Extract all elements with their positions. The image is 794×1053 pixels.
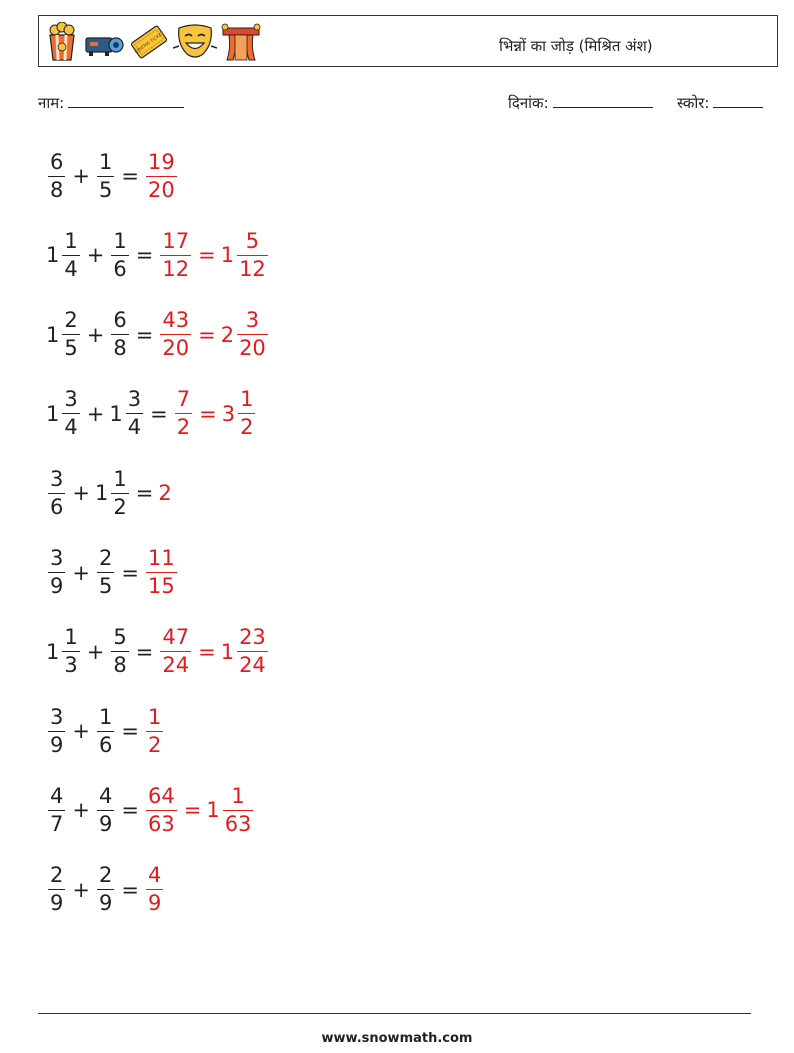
addend-a-fraction xyxy=(48,548,65,597)
equals-sign: = xyxy=(135,322,154,347)
answer-improper xyxy=(158,228,193,281)
addend-b-numerator: 2 xyxy=(98,863,113,888)
answer-improper-denominator: 2 xyxy=(176,415,191,440)
addend-a-denominator: 9 xyxy=(50,574,64,598)
name-blank[interactable] xyxy=(68,93,184,108)
addend-a-denominator: 6 xyxy=(50,494,64,519)
addend-a-denominator: 3 xyxy=(64,653,78,678)
answer-improper-fraction xyxy=(146,149,177,202)
addend-b-numerator: 4 xyxy=(98,783,113,808)
answer-mixed-fraction xyxy=(223,783,254,836)
addend-b xyxy=(109,228,130,281)
answer-improper xyxy=(144,704,165,757)
addend-a-fraction xyxy=(62,627,79,676)
answer-improper-fraction xyxy=(160,627,191,676)
answer-improper xyxy=(144,548,179,597)
addend-b-fraction xyxy=(126,389,143,438)
popcorn-icon xyxy=(45,22,79,62)
addend-b-numerator: 1 xyxy=(98,149,113,174)
answer xyxy=(158,310,269,359)
answer-improper-fraction xyxy=(160,310,191,359)
addend-a-numerator: 3 xyxy=(50,546,64,570)
problem-row xyxy=(46,698,165,764)
equals-sign: = xyxy=(121,798,139,823)
addend-b-denominator: 6 xyxy=(113,256,127,281)
addend-a-numerator: 3 xyxy=(50,466,64,491)
comedy-mask-icon xyxy=(173,22,217,62)
answer-mixed-denominator: 12 xyxy=(239,256,266,281)
addend-b-fraction xyxy=(97,704,114,757)
addend-b-denominator: 9 xyxy=(98,811,113,836)
addend-a-whole: 1 xyxy=(46,401,60,426)
answer-mixed-numerator: 5 xyxy=(245,228,260,253)
addend-a-fraction xyxy=(62,228,79,281)
answer-equals-sign: = xyxy=(198,639,216,664)
addend-a xyxy=(46,228,82,281)
problem-row xyxy=(46,302,270,368)
problem-row xyxy=(46,540,179,606)
addend-a xyxy=(46,466,67,519)
answer-mixed xyxy=(221,627,270,676)
addend-b-fraction xyxy=(111,627,128,676)
plus-sign: + xyxy=(72,481,90,506)
addend-b-denominator: 5 xyxy=(98,574,113,598)
addend-a-denominator: 4 xyxy=(64,256,78,281)
answer-improper xyxy=(158,481,172,505)
answer xyxy=(144,704,165,757)
answer-mixed xyxy=(222,389,258,438)
addend-a-numerator: 1 xyxy=(64,228,78,253)
answer-equals-sign: = xyxy=(183,798,202,823)
addend-b-fraction xyxy=(97,783,114,836)
problem-row xyxy=(46,777,255,843)
answer-equals-sign: = xyxy=(199,401,217,426)
answer-improper xyxy=(144,783,179,836)
addend-b-whole: 1 xyxy=(109,401,123,426)
plus-sign: + xyxy=(86,639,105,664)
answer-improper xyxy=(158,310,193,359)
answer-mixed-whole: 1 xyxy=(206,798,220,823)
score-label: स्कोर: xyxy=(677,94,710,112)
equals-sign: = xyxy=(121,560,139,585)
addend-b xyxy=(95,865,116,914)
answer-improper-fraction xyxy=(175,389,192,438)
addend-a xyxy=(46,865,67,914)
plus-sign: + xyxy=(86,243,105,268)
plus-sign: + xyxy=(72,877,90,902)
projector-icon xyxy=(83,22,125,62)
answer-improper-numerator: 7 xyxy=(176,387,191,412)
answer-improper xyxy=(173,389,194,438)
answer-improper-numerator: 11 xyxy=(147,546,175,570)
answer-mixed-fraction xyxy=(237,627,268,676)
addend-b-fraction xyxy=(111,466,128,519)
addend-a-numerator: 2 xyxy=(50,863,64,888)
answer-mixed xyxy=(206,783,255,836)
footer-divider xyxy=(38,1013,751,1014)
plus-sign: + xyxy=(72,164,90,188)
answer-improper-numerator: 64 xyxy=(147,783,175,808)
svg-text:CINEMA TICKET: CINEMA TICKET xyxy=(134,31,166,56)
plus-sign: + xyxy=(72,798,90,823)
addend-b-denominator: 9 xyxy=(98,891,113,916)
header-icons xyxy=(45,20,261,64)
addend-a-numerator: 3 xyxy=(50,704,64,729)
addend-b-fraction xyxy=(97,865,114,914)
equals-sign: = xyxy=(121,164,139,188)
problem-row xyxy=(46,460,173,526)
addend-a-denominator: 4 xyxy=(64,415,78,440)
answer-mixed-numerator: 3 xyxy=(245,308,260,333)
equals-sign: = xyxy=(150,401,168,426)
answer-mixed-fraction xyxy=(237,310,268,359)
addend-b-fraction xyxy=(97,548,114,597)
addend-b-fraction xyxy=(111,310,128,359)
answer-improper-numerator: 1 xyxy=(147,704,162,729)
answer-mixed-whole: 1 xyxy=(220,639,235,664)
equals-sign: = xyxy=(135,243,154,268)
date-blank[interactable] xyxy=(553,93,653,108)
cinema-ticket-icon xyxy=(129,22,169,62)
addend-b-denominator: 4 xyxy=(127,415,142,440)
plus-sign: + xyxy=(72,719,90,744)
answer-mixed xyxy=(220,228,270,281)
plus-sign: + xyxy=(86,322,105,347)
answer-mixed-numerator: 1 xyxy=(240,387,254,412)
addend-a xyxy=(46,627,82,676)
answer-improper-fraction xyxy=(146,548,177,597)
page-title: भिन्नों का जोड़ (मिश्रित अंश) xyxy=(499,37,653,55)
answer-improper-whole: 2 xyxy=(158,481,172,506)
equals-sign: = xyxy=(121,877,139,902)
addend-a-whole: 1 xyxy=(46,639,60,664)
problem-row xyxy=(46,381,257,447)
addend-a xyxy=(46,783,67,836)
answer-improper xyxy=(158,627,193,676)
name-field[interactable] xyxy=(38,93,184,113)
answer-improper xyxy=(144,149,179,202)
date-field[interactable] xyxy=(508,93,653,113)
addend-a-denominator: 9 xyxy=(50,891,64,916)
addend-b xyxy=(95,548,116,597)
addend-b xyxy=(109,310,130,359)
answer-improper-numerator: 47 xyxy=(162,625,190,650)
addend-a-denominator: 7 xyxy=(50,811,64,836)
header-box xyxy=(38,15,778,67)
answer xyxy=(158,228,269,281)
answer-improper-denominator: 20 xyxy=(162,336,190,361)
addend-a-whole: 1 xyxy=(46,322,60,347)
answer-mixed-denominator: 20 xyxy=(239,336,266,361)
answer-improper-fraction xyxy=(146,783,177,836)
answer-improper-denominator: 24 xyxy=(162,653,190,678)
addend-b xyxy=(94,466,131,519)
equals-sign: = xyxy=(135,481,154,506)
answer xyxy=(144,783,255,836)
addend-b-numerator: 3 xyxy=(127,387,142,412)
addend-a-fraction xyxy=(62,389,79,438)
addend-a-whole: 1 xyxy=(46,243,60,268)
answer xyxy=(158,627,269,676)
addend-a xyxy=(46,389,82,438)
answer-improper-denominator: 15 xyxy=(147,574,175,598)
name-label: नाम: xyxy=(38,94,65,112)
footer-url[interactable]: www.snowmath.com xyxy=(321,1031,473,1046)
answer xyxy=(158,481,172,505)
addend-b xyxy=(109,389,145,438)
addend-b xyxy=(109,627,130,676)
addend-a-fraction xyxy=(48,149,65,202)
answer-equals-sign: = xyxy=(198,243,216,268)
answer-mixed-fraction xyxy=(237,228,268,281)
theater-curtain-icon xyxy=(221,22,261,62)
addend-b-numerator: 5 xyxy=(113,625,127,650)
answer-improper-denominator: 12 xyxy=(162,256,190,281)
addend-a-denominator: 8 xyxy=(50,177,64,202)
addend-a xyxy=(46,310,82,359)
score-blank[interactable] xyxy=(713,93,763,108)
addend-a-denominator: 5 xyxy=(64,336,78,361)
answer-mixed xyxy=(221,310,270,359)
addend-b-numerator: 1 xyxy=(113,466,127,491)
addend-b-denominator: 2 xyxy=(113,494,127,519)
addend-a-fraction xyxy=(48,865,65,914)
addend-b xyxy=(95,149,116,202)
addend-b-whole: 1 xyxy=(94,481,109,506)
answer-mixed-numerator: 1 xyxy=(231,783,245,808)
addend-a-numerator: 1 xyxy=(64,625,78,650)
answer-improper-numerator: 19 xyxy=(147,149,175,174)
addend-a-denominator: 9 xyxy=(50,732,64,757)
addend-a xyxy=(46,149,67,202)
answer xyxy=(144,548,179,597)
addend-b-fraction xyxy=(97,149,114,202)
addend-b xyxy=(95,783,116,836)
answer xyxy=(144,149,179,202)
answer-mixed-whole: 1 xyxy=(220,243,235,268)
problem-row xyxy=(46,857,165,923)
answer-mixed-denominator: 24 xyxy=(239,653,266,678)
problem-row xyxy=(46,222,270,288)
plus-sign: + xyxy=(72,560,90,585)
answer-improper-denominator: 20 xyxy=(147,177,175,202)
student-fields xyxy=(38,93,778,115)
answer-improper-numerator: 43 xyxy=(162,308,190,333)
addend-b-denominator: 8 xyxy=(113,653,127,678)
answer-mixed-denominator: 2 xyxy=(240,415,254,440)
score-field[interactable] xyxy=(677,93,763,113)
addend-b-numerator: 1 xyxy=(113,228,127,253)
answer xyxy=(144,865,165,914)
addend-b-denominator: 6 xyxy=(98,732,113,757)
answer-mixed-fraction xyxy=(238,389,255,438)
problem-row xyxy=(46,143,179,209)
addend-b-fraction xyxy=(111,228,128,281)
answer-improper-numerator: 17 xyxy=(162,228,190,253)
date-label: दिनांक: xyxy=(508,94,549,112)
addend-a-fraction xyxy=(48,783,65,836)
answer-improper-fraction xyxy=(146,704,163,757)
addend-a-fraction xyxy=(62,310,79,359)
addend-a-numerator: 4 xyxy=(50,783,64,808)
addend-a-fraction xyxy=(48,704,65,757)
answer-mixed-numerator: 23 xyxy=(239,625,266,650)
answer-improper-numerator: 4 xyxy=(147,863,162,888)
problem-row xyxy=(46,619,270,685)
answer-improper-denominator: 63 xyxy=(147,811,175,836)
answer-mixed-whole: 2 xyxy=(220,322,235,347)
addend-b-numerator: 1 xyxy=(98,704,113,729)
addend-a xyxy=(46,704,67,757)
answer-improper-denominator: 9 xyxy=(147,891,162,916)
addend-a-numerator: 2 xyxy=(64,308,78,333)
answer-improper xyxy=(144,865,165,914)
addend-a-numerator: 6 xyxy=(50,149,64,174)
addend-a xyxy=(46,548,67,597)
addend-b-denominator: 8 xyxy=(113,336,127,361)
addend-b-numerator: 2 xyxy=(98,546,113,570)
answer-improper-denominator: 2 xyxy=(147,732,162,757)
answer-improper-fraction xyxy=(146,865,163,914)
answer-mixed-denominator: 63 xyxy=(224,811,252,836)
answer-equals-sign: = xyxy=(198,322,216,347)
answer xyxy=(173,389,258,438)
equals-sign: = xyxy=(121,719,139,744)
plus-sign: + xyxy=(86,401,105,426)
addend-b xyxy=(95,704,116,757)
addend-a-numerator: 3 xyxy=(64,387,78,412)
equals-sign: = xyxy=(135,639,154,664)
answer-mixed-whole: 3 xyxy=(221,401,236,426)
addend-a-fraction xyxy=(48,466,65,519)
addend-b-numerator: 6 xyxy=(113,308,127,333)
addend-b-denominator: 5 xyxy=(98,177,113,202)
answer-improper-fraction xyxy=(160,228,191,281)
